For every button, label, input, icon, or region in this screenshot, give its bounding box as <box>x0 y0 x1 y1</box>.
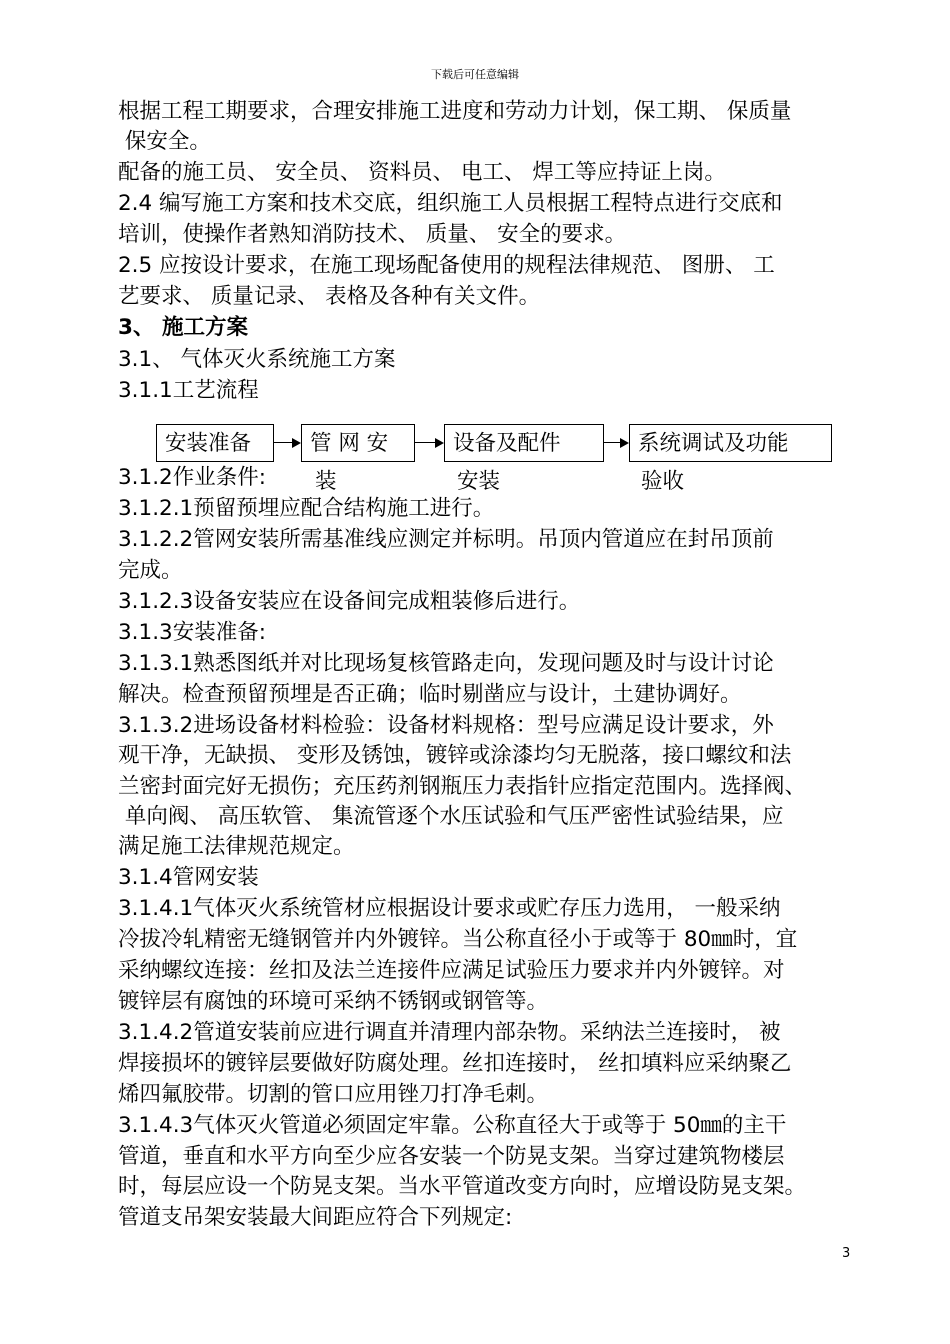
text-line: 3.1.2.2管网安装所需基准线应测定并标明。吊顶内管道应在封吊顶前 <box>118 527 774 552</box>
flow-step-3-wrap: 安装 <box>457 469 501 494</box>
flow-step-4-wrap: 验收 <box>641 469 685 494</box>
page-number: 3 <box>842 1246 851 1261</box>
flow-step-4: 系统调试及功能 <box>629 424 832 462</box>
flow-step-2-wrap: 装 <box>315 469 337 494</box>
flow-step-1: 安装准备 <box>156 424 274 462</box>
text-line: 2.5 应按设计要求，在施工现场配备使用的规程法律规范、 图册、 工 <box>118 253 775 278</box>
text-line: 培训，使操作者熟知消防技术、 质量、 安全的要求。 <box>118 222 627 247</box>
text-line: 时，每层应设一个防晃支架。当水平管道改变方向时，应增设防晃支架。 <box>118 1174 807 1199</box>
text-line: 满足施工法律规范规定。 <box>118 834 355 859</box>
text-line: 烯四氟胶带。切割的管口应用锉刀打净毛刺。 <box>118 1082 549 1107</box>
text-line: 采纳螺纹连接：丝扣及法兰连接件应满足试验压力要求并内外镀锌。对 <box>118 958 785 983</box>
flow-arrow <box>604 442 620 443</box>
text-line: 焊接损坏的镀锌层要做好防腐处理。丝扣连接时， 丝扣填料应采纳聚乙 <box>118 1051 792 1076</box>
text-line: 保安全。 <box>118 129 211 154</box>
text-line: 3.1.4.2管道安装前应进行调直并清理内部杂物。采纳法兰连接时， 被 <box>118 1020 781 1045</box>
subsection-heading: 3.1、 气体灭火系统施工方案 <box>118 347 396 372</box>
text-line: 3.1.2作业条件: <box>118 465 266 490</box>
text-line: 3.1.4.1气体灭火系统管材应根据设计要求或贮存压力选用， 一般采纳 <box>118 896 781 921</box>
text-line: 2.4 编写施工方案和技术交底，组织施工人员根据工程特点进行交底和 <box>118 191 783 216</box>
text-line: 3.1.4.3气体灭火管道必须固定牢靠。公称直径大于或等于 50㎜的主干 <box>118 1113 787 1138</box>
text-line: 3.1.3.2进场设备材料检验：设备材料规格：型号应满足设计要求，外 <box>118 713 774 738</box>
text-line: 管道支吊架安装最大间距应符合下列规定: <box>118 1205 513 1230</box>
text-line: 3.1.1工艺流程 <box>118 378 259 403</box>
text-line: 3.1.4管网安装 <box>118 865 259 890</box>
text-line: 冷拔冷轧精密无缝钢管并内外镀锌。当公称直径小于或等于 80㎜时，宜 <box>118 927 798 952</box>
text-line: 根据工程工期要求，合理安排施工进度和劳动力计划，保工期、 保质量 <box>118 99 792 124</box>
text-line: 镀锌层有腐蚀的环境可采纳不锈钢或钢管等。 <box>118 989 549 1014</box>
text-line: 完成。 <box>118 558 183 583</box>
flow-arrow-head <box>620 438 629 448</box>
text-line: 3.1.2.3设备安装应在设备间完成粗装修后进行。 <box>118 589 581 614</box>
flow-arrow-head <box>435 438 444 448</box>
text-line: 兰密封面完好无损伤；充压药剂钢瓶压力表指针应指定范围内。选择阀、 <box>118 774 807 799</box>
text-line: 3.1.3安装准备: <box>118 620 266 645</box>
flow-arrow <box>415 442 435 443</box>
text-line: 配备的施工员、 安全员、 资料员、 电工、 焊工等应持证上岗。 <box>118 160 726 185</box>
text-line: 管道，垂直和水平方向至少应各安装一个防晃支架。当穿过建筑物楼层 <box>118 1144 785 1169</box>
flow-arrow <box>274 442 292 443</box>
text-line: 3.1.3.1熟悉图纸并对比现场复核管路走向，发现问题及时与设计讨论 <box>118 651 774 676</box>
text-line: 解决。检查预留预埋是否正确；临时剔凿应与设计，土建协调好。 <box>118 682 742 707</box>
page-header: 下载后可任意编辑 <box>431 68 519 81</box>
text-line: 3.1.2.1预留预埋应配合结构施工进行。 <box>118 496 495 521</box>
text-line: 观干净，无缺损、 变形及锈蚀，镀锌或涂漆均匀无脱落，接口螺纹和法 <box>118 743 792 768</box>
flow-step-2: 管 网 安 <box>301 424 415 462</box>
flow-arrow-head <box>292 438 301 448</box>
text-line: 单向阀、 高压软管、 集流管逐个水压试验和气压严密性试验结果，应 <box>118 804 784 829</box>
section-heading: 3、 施工方案 <box>118 315 248 340</box>
text-line: 艺要求、 质量记录、 表格及各种有关文件。 <box>118 284 541 309</box>
flow-step-3: 设备及配件 <box>444 424 604 462</box>
